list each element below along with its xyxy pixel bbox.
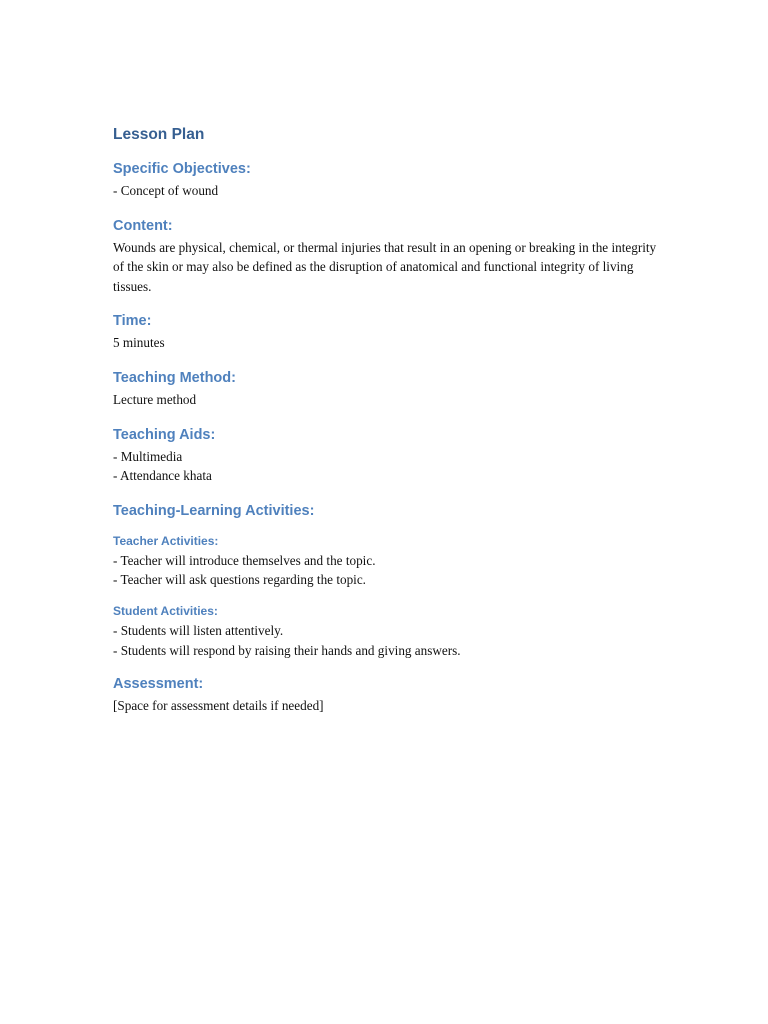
content-heading: Content: <box>113 217 173 234</box>
student-activity-item: - Students will listen attentively. <box>113 622 284 638</box>
teaching-learning-activities-heading: Teaching-Learning Activities: <box>113 502 315 519</box>
teaching-aids-section <box>113 425 658 486</box>
student-activities-subsection <box>113 603 658 660</box>
teaching-learning-activities-section <box>113 501 658 660</box>
teacher-activities-subsection <box>113 533 658 590</box>
assessment-text: [Space for assessment details if needed] <box>113 698 324 714</box>
document-title: Lesson Plan <box>113 126 205 143</box>
teaching-method-text: Lecture method <box>113 391 197 407</box>
time-text: 5 minutes <box>113 335 165 351</box>
content-text: Wounds are physical, chemical, or thermal injuries that result in an opening or breaking in the integrity of the skin or may also be defined as the disruption of anatomical and functional integrity of living tissues. <box>113 239 657 294</box>
specific-objectives-heading: Specific Objectives: <box>113 161 251 177</box>
content-section <box>113 216 658 297</box>
teacher-activity-item: - Teacher will introduce themselves and the topic. <box>113 552 376 568</box>
time-heading: Time: <box>113 313 152 330</box>
teaching-method-heading: Teaching Method: <box>113 369 236 386</box>
objective-item: - Concept of wound <box>113 183 219 198</box>
specific-objectives-section <box>113 159 658 201</box>
teaching-aids-heading: Teaching Aids: <box>113 426 216 443</box>
student-activity-item: - Students will respond by raising their hands and giving answers. <box>113 642 461 658</box>
time-section <box>113 311 658 353</box>
assessment-heading: Assessment: <box>113 676 204 693</box>
teaching-aid-item: - Multimedia <box>113 448 183 464</box>
assessment-section <box>113 674 658 716</box>
teacher-activities-heading: Teacher Activities: <box>113 533 219 548</box>
document-page <box>113 124 658 731</box>
teaching-aid-item: - Attendance khata <box>113 468 212 484</box>
teacher-activity-item: - Teacher will ask questions regarding the topic. <box>113 572 366 588</box>
student-activities-heading: Student Activities: <box>113 603 218 618</box>
teaching-method-section <box>113 368 658 410</box>
